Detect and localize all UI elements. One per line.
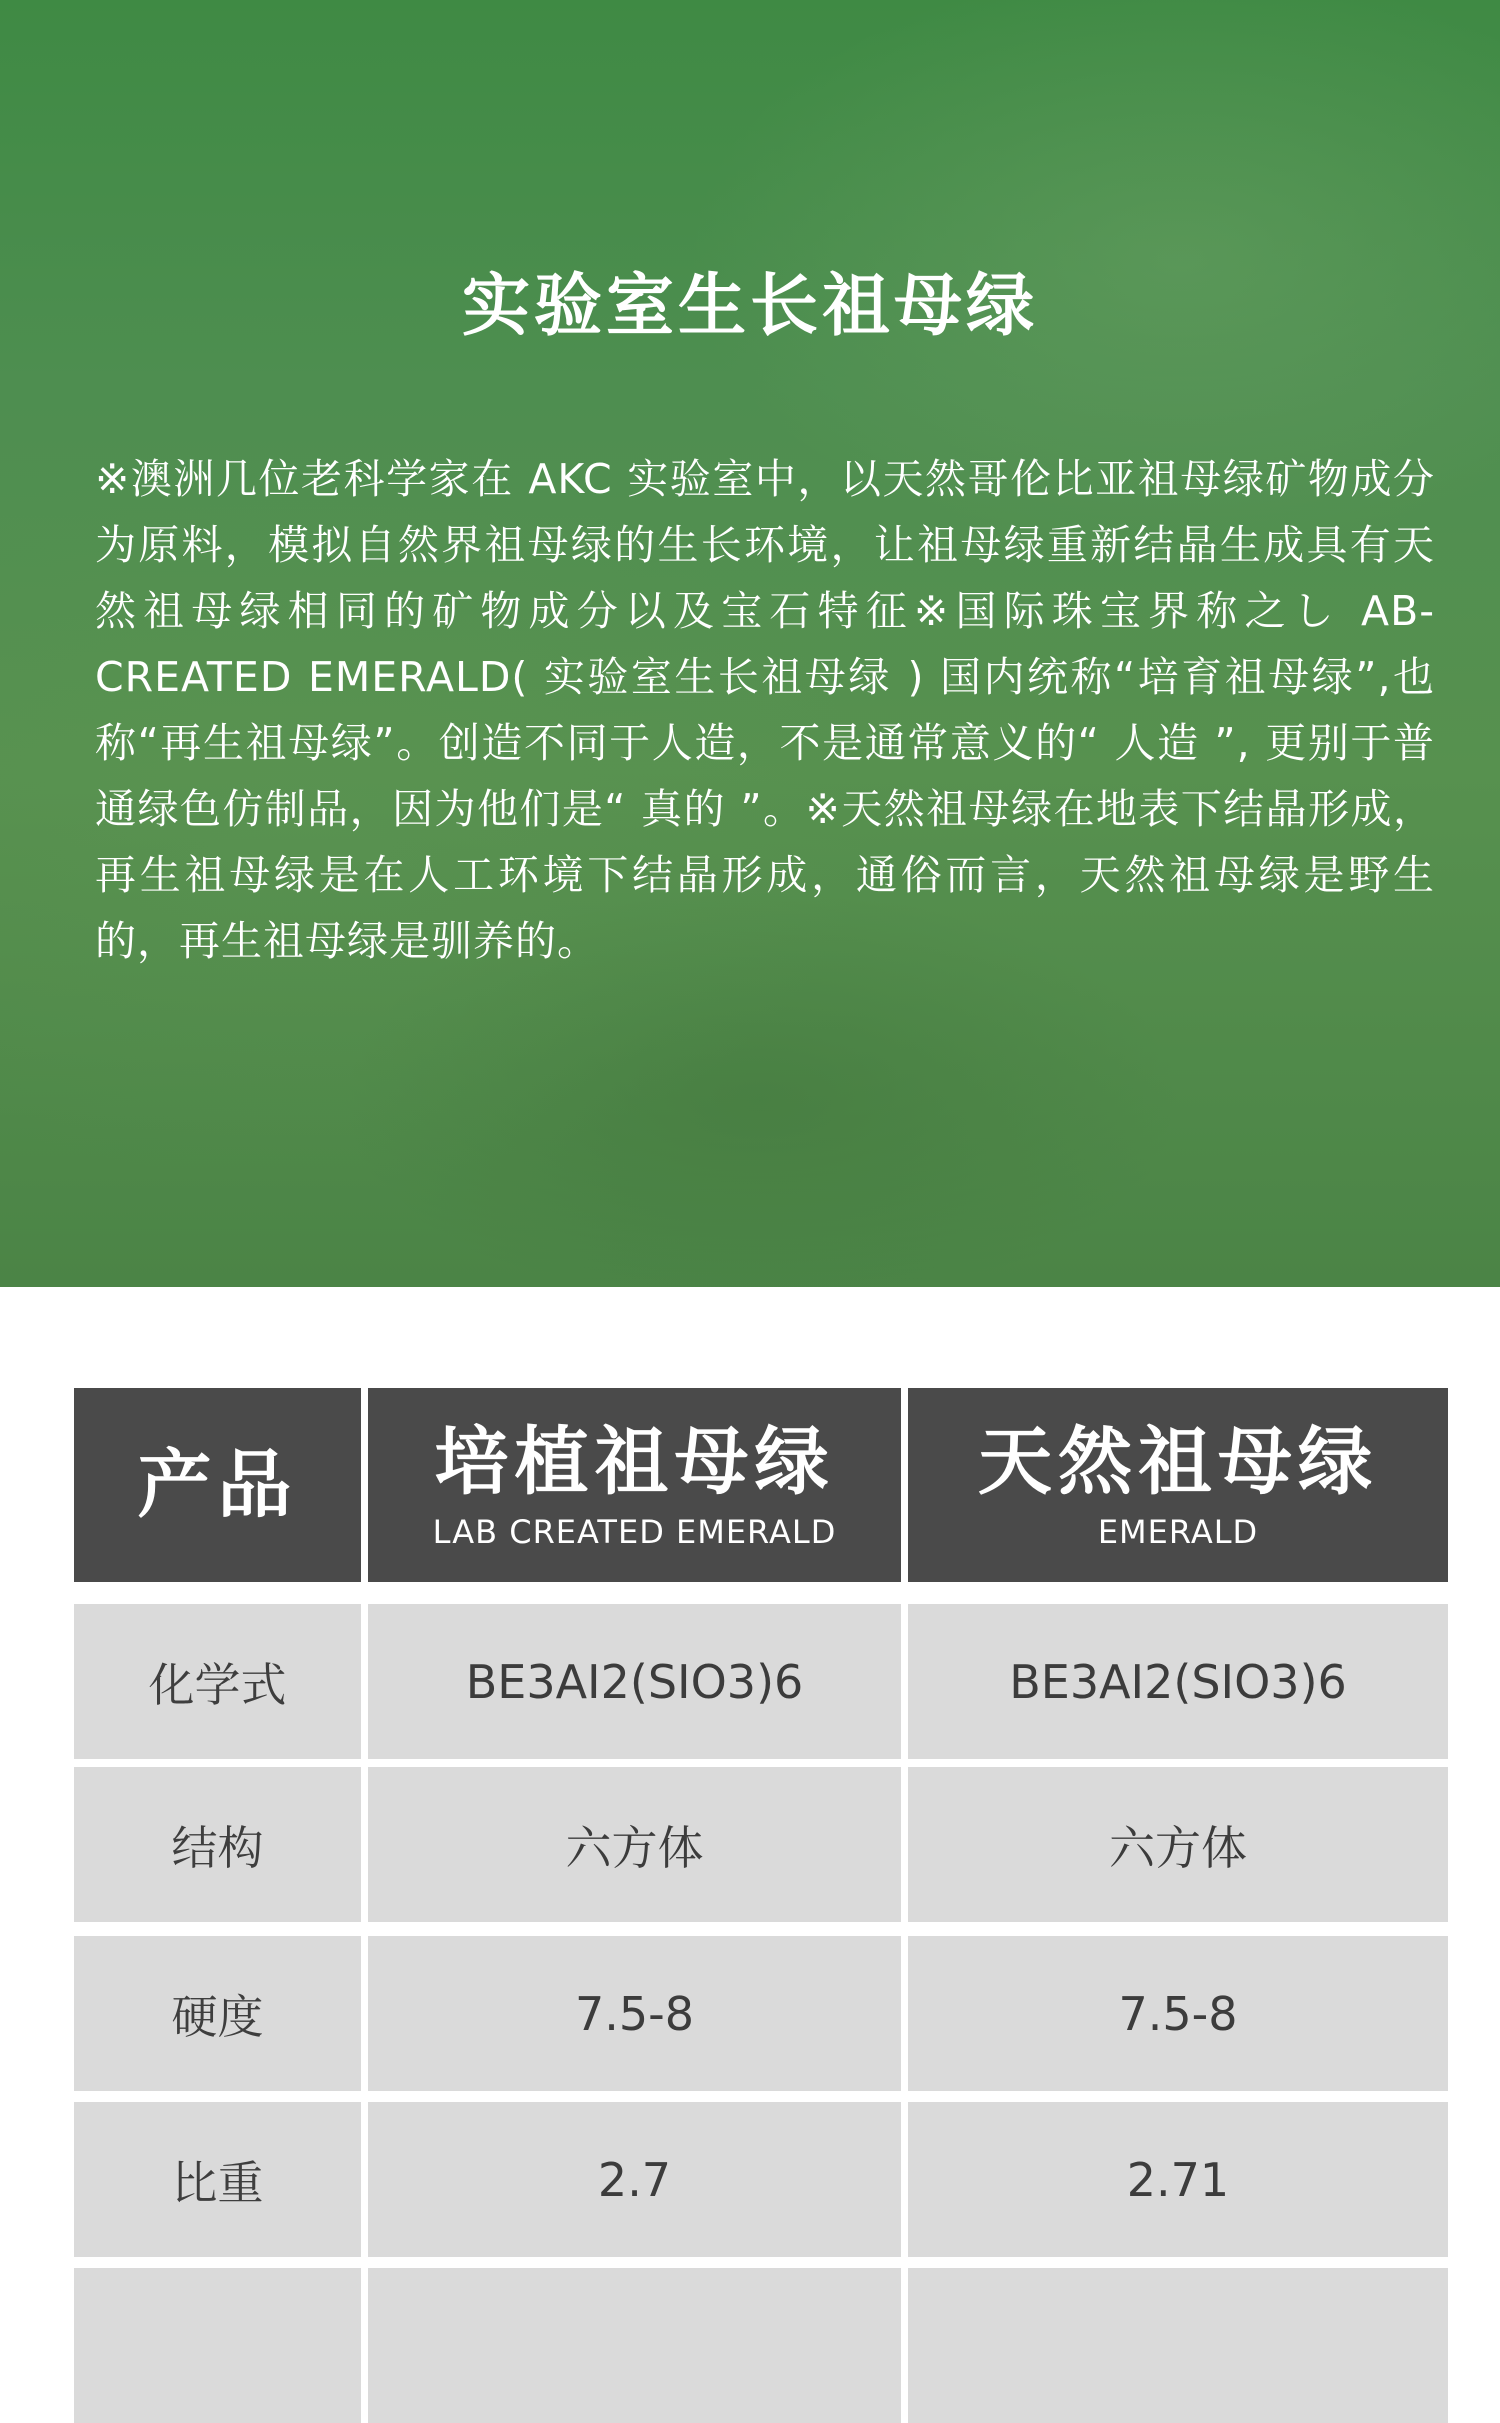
lab-value: 7.5-8 (368, 1936, 901, 2091)
table-header-row (74, 1388, 1448, 1582)
natural-value: 2.71 (908, 2102, 1448, 2257)
lab-value: 六方体 (368, 1767, 901, 1922)
table-row (74, 1604, 1448, 1759)
natural-value: BE3AI2(SIO3)6 (908, 1604, 1448, 1759)
header-lab-emerald-title: 培植祖母绿 (434, 1419, 835, 1505)
header-lab-emerald (368, 1388, 901, 1582)
hero-description: ※澳洲几位老科学家在 AKC 实验室中，以天然哥伦比亚祖母绿矿物成分为原料，模拟自然界祖母绿的生长环境，让祖母绿重新结晶生成具有天然祖母绿相同的矿物成分以及宝石特征※国际珠宝界称之し AB- CREATED EMERALD( 实验室生长祖母绿 ) 国内统称“培育祖母绿”,也称“再生祖母绿”。创造不同于人造，不是通常意义的“ 人造 ”, 更别于普通绿色仿制品，因为他们是“ 真的 ”。※天然祖母绿在地表下结晶形成，再生祖母绿是在人工环境下结晶形成，通俗而言，天然祖母绿是野生的，再生祖母绿是驯养的。 (95, 455, 1435, 965)
natural-value (908, 2268, 1448, 2423)
lab-value: BE3AI2(SIO3)6 (368, 1604, 901, 1759)
lab-value: 2.7 (368, 2102, 901, 2257)
row-label: 硬度 (74, 1936, 361, 2091)
natural-value: 六方体 (908, 1767, 1448, 1922)
lab-value (368, 2268, 901, 2423)
row-label: 比重 (74, 2102, 361, 2257)
header-natural-emerald-subtitle: EMERALD (1097, 1513, 1259, 1551)
table-row (74, 2268, 1448, 2423)
row-label (74, 2268, 361, 2423)
header-product-label: 产品 (137, 1442, 298, 1528)
row-label: 化学式 (74, 1604, 361, 1759)
header-lab-emerald-subtitle: LAB CREATED EMERALD (432, 1513, 837, 1551)
table-row (74, 1936, 1448, 2091)
row-label: 结构 (74, 1767, 361, 1922)
hero-title: 实验室生长祖母绿 (461, 267, 1038, 346)
header-natural-emerald (908, 1388, 1448, 1582)
table-row (74, 1767, 1448, 1922)
natural-value: 7.5-8 (908, 1936, 1448, 2091)
header-product (74, 1388, 361, 1582)
header-natural-emerald-title: 天然祖母绿 (978, 1419, 1378, 1505)
table-row (74, 2102, 1448, 2257)
